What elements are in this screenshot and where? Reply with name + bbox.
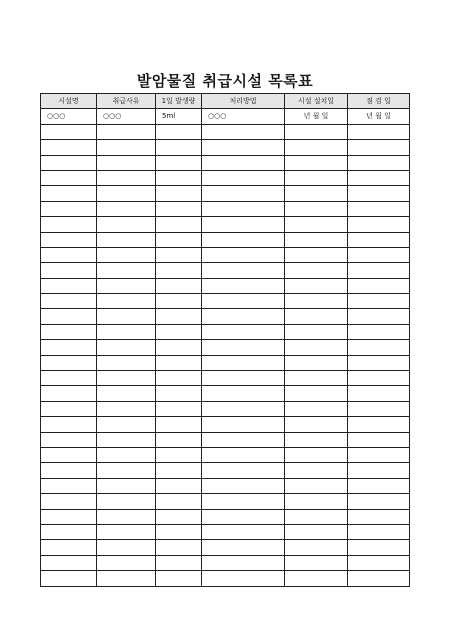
cell-inspection-date	[348, 263, 410, 278]
table-row	[41, 155, 410, 170]
table-row	[41, 571, 410, 586]
cell-facility-name: ○○○	[41, 109, 97, 124]
cell-install-date	[285, 494, 348, 509]
cell-treatment-method	[202, 524, 285, 539]
cell-handling-reason	[97, 217, 156, 232]
cell-facility-name	[41, 247, 97, 262]
cell-facility-name	[41, 263, 97, 278]
table-row	[41, 217, 410, 232]
table-row	[41, 524, 410, 539]
cell-facility-name	[41, 294, 97, 309]
cell-inspection-date	[348, 555, 410, 570]
table-row	[41, 232, 410, 247]
cell-handling-reason: ○○○	[97, 109, 156, 124]
cell-treatment-method	[202, 186, 285, 201]
column-header-inspection-date: 점 검 일	[348, 94, 410, 109]
cell-install-date	[285, 555, 348, 570]
cell-install-date	[285, 186, 348, 201]
cell-handling-reason	[97, 278, 156, 293]
cell-facility-name	[41, 186, 97, 201]
cell-install-date	[285, 294, 348, 309]
cell-daily-amount	[156, 401, 202, 416]
cell-daily-amount	[156, 524, 202, 539]
cell-facility-name	[41, 324, 97, 339]
cell-handling-reason	[97, 509, 156, 524]
cell-facility-name	[41, 278, 97, 293]
table-row	[41, 555, 410, 570]
cell-treatment-method	[202, 340, 285, 355]
table-header-row	[41, 94, 410, 109]
table-row	[41, 278, 410, 293]
cell-install-date	[285, 571, 348, 586]
cell-handling-reason	[97, 124, 156, 139]
cell-handling-reason	[97, 447, 156, 462]
cell-install-date	[285, 509, 348, 524]
cell-treatment-method	[202, 571, 285, 586]
cell-handling-reason	[97, 340, 156, 355]
cell-install-date	[285, 371, 348, 386]
cell-facility-name	[41, 463, 97, 478]
cell-treatment-method	[202, 494, 285, 509]
table-row	[41, 417, 410, 432]
cell-inspection-date	[348, 155, 410, 170]
table-row	[41, 386, 410, 401]
cell-inspection-date	[348, 401, 410, 416]
cell-inspection-date	[348, 247, 410, 262]
cell-inspection-date	[348, 571, 410, 586]
column-header-facility-name: 시설명	[41, 94, 97, 109]
cell-inspection-date	[348, 371, 410, 386]
cell-handling-reason	[97, 170, 156, 185]
table-body	[41, 109, 410, 586]
table-row	[41, 324, 410, 339]
cell-handling-reason	[97, 309, 156, 324]
cell-daily-amount	[156, 340, 202, 355]
cell-handling-reason	[97, 324, 156, 339]
cell-install-date	[285, 232, 348, 247]
cell-daily-amount	[156, 309, 202, 324]
cell-facility-name	[41, 140, 97, 155]
cell-install-date	[285, 217, 348, 232]
cell-daily-amount	[156, 386, 202, 401]
cell-inspection-date	[348, 386, 410, 401]
cell-handling-reason	[97, 232, 156, 247]
cell-install-date	[285, 247, 348, 262]
cell-facility-name	[41, 447, 97, 462]
table-row	[41, 309, 410, 324]
cell-facility-name	[41, 371, 97, 386]
cell-install-date	[285, 324, 348, 339]
cell-facility-name	[41, 124, 97, 139]
cell-facility-name	[41, 478, 97, 493]
cell-facility-name	[41, 494, 97, 509]
cell-handling-reason	[97, 155, 156, 170]
cell-treatment-method	[202, 278, 285, 293]
cell-inspection-date	[348, 124, 410, 139]
cell-install-date	[285, 401, 348, 416]
cell-inspection-date	[348, 432, 410, 447]
cell-daily-amount	[156, 201, 202, 216]
cell-handling-reason	[97, 463, 156, 478]
cell-treatment-method	[202, 478, 285, 493]
facility-list-table	[40, 93, 410, 587]
cell-daily-amount	[156, 494, 202, 509]
cell-facility-name	[41, 509, 97, 524]
cell-handling-reason	[97, 571, 156, 586]
table-row	[41, 170, 410, 185]
cell-treatment-method	[202, 309, 285, 324]
cell-inspection-date	[348, 447, 410, 462]
cell-daily-amount	[156, 140, 202, 155]
cell-facility-name	[41, 401, 97, 416]
cell-inspection-date	[348, 140, 410, 155]
cell-handling-reason	[97, 247, 156, 262]
cell-daily-amount	[156, 417, 202, 432]
cell-facility-name	[41, 201, 97, 216]
cell-inspection-date	[348, 340, 410, 355]
cell-treatment-method	[202, 417, 285, 432]
cell-handling-reason	[97, 186, 156, 201]
cell-treatment-method	[202, 217, 285, 232]
cell-inspection-date	[348, 524, 410, 539]
cell-treatment-method	[202, 155, 285, 170]
cell-inspection-date	[348, 186, 410, 201]
cell-treatment-method	[202, 386, 285, 401]
cell-inspection-date	[348, 201, 410, 216]
cell-daily-amount	[156, 232, 202, 247]
cell-install-date	[285, 201, 348, 216]
cell-facility-name	[41, 155, 97, 170]
cell-treatment-method	[202, 540, 285, 555]
cell-install-date	[285, 278, 348, 293]
cell-inspection-date	[348, 217, 410, 232]
cell-treatment-method	[202, 447, 285, 462]
cell-treatment-method	[202, 355, 285, 370]
cell-treatment-method	[202, 555, 285, 570]
cell-inspection-date: 년 월 일	[348, 109, 410, 124]
cell-treatment-method	[202, 371, 285, 386]
cell-inspection-date	[348, 324, 410, 339]
cell-handling-reason	[97, 417, 156, 432]
cell-inspection-date	[348, 232, 410, 247]
cell-handling-reason	[97, 201, 156, 216]
cell-treatment-method	[202, 463, 285, 478]
cell-daily-amount	[156, 555, 202, 570]
cell-inspection-date	[348, 355, 410, 370]
table-row	[41, 463, 410, 478]
cell-handling-reason	[97, 478, 156, 493]
table-row	[41, 447, 410, 462]
cell-treatment-method	[202, 247, 285, 262]
cell-facility-name	[41, 555, 97, 570]
column-header-treatment-method: 처리방법	[202, 94, 285, 109]
table-row	[41, 478, 410, 493]
cell-handling-reason	[97, 140, 156, 155]
cell-treatment-method	[202, 324, 285, 339]
cell-daily-amount	[156, 571, 202, 586]
cell-install-date	[285, 417, 348, 432]
cell-install-date	[285, 263, 348, 278]
table-row	[41, 201, 410, 216]
cell-facility-name	[41, 170, 97, 185]
cell-install-date	[285, 124, 348, 139]
cell-treatment-method	[202, 263, 285, 278]
cell-inspection-date	[348, 294, 410, 309]
table-row	[41, 355, 410, 370]
cell-install-date	[285, 463, 348, 478]
cell-daily-amount	[156, 186, 202, 201]
cell-treatment-method	[202, 201, 285, 216]
cell-inspection-date	[348, 540, 410, 555]
cell-inspection-date	[348, 494, 410, 509]
table-row	[41, 109, 410, 124]
cell-daily-amount	[156, 355, 202, 370]
cell-install-date	[285, 386, 348, 401]
table-row	[41, 263, 410, 278]
cell-inspection-date	[348, 478, 410, 493]
cell-install-date	[285, 355, 348, 370]
column-header-daily-amount: 1일 발생량	[156, 94, 202, 109]
cell-inspection-date	[348, 278, 410, 293]
cell-daily-amount	[156, 217, 202, 232]
document-title: 발암물질 취급시설 목록표	[136, 72, 314, 90]
cell-handling-reason	[97, 355, 156, 370]
cell-treatment-method	[202, 401, 285, 416]
cell-inspection-date	[348, 309, 410, 324]
cell-treatment-method: ○○○	[202, 109, 285, 124]
cell-facility-name	[41, 340, 97, 355]
cell-treatment-method	[202, 294, 285, 309]
cell-daily-amount	[156, 247, 202, 262]
cell-facility-name	[41, 417, 97, 432]
cell-handling-reason	[97, 401, 156, 416]
table-row	[41, 432, 410, 447]
table-row	[41, 494, 410, 509]
cell-treatment-method	[202, 124, 285, 139]
cell-install-date	[285, 478, 348, 493]
table-row	[41, 124, 410, 139]
cell-install-date	[285, 340, 348, 355]
cell-install-date	[285, 447, 348, 462]
cell-handling-reason	[97, 294, 156, 309]
cell-treatment-method	[202, 509, 285, 524]
cell-facility-name	[41, 232, 97, 247]
cell-install-date	[285, 309, 348, 324]
table-row	[41, 340, 410, 355]
cell-install-date	[285, 524, 348, 539]
cell-install-date	[285, 170, 348, 185]
cell-daily-amount: 5ml	[156, 109, 202, 124]
cell-handling-reason	[97, 494, 156, 509]
table-row	[41, 371, 410, 386]
table-row	[41, 540, 410, 555]
table-row	[41, 140, 410, 155]
cell-handling-reason	[97, 432, 156, 447]
cell-facility-name	[41, 309, 97, 324]
cell-treatment-method	[202, 232, 285, 247]
table-row	[41, 401, 410, 416]
cell-install-date	[285, 140, 348, 155]
cell-install-date	[285, 432, 348, 447]
cell-handling-reason	[97, 263, 156, 278]
cell-inspection-date	[348, 417, 410, 432]
cell-facility-name	[41, 540, 97, 555]
column-header-handling-reason: 취급사유	[97, 94, 156, 109]
cell-daily-amount	[156, 463, 202, 478]
cell-daily-amount	[156, 324, 202, 339]
cell-daily-amount	[156, 540, 202, 555]
cell-facility-name	[41, 571, 97, 586]
cell-daily-amount	[156, 509, 202, 524]
cell-daily-amount	[156, 447, 202, 462]
cell-daily-amount	[156, 170, 202, 185]
cell-daily-amount	[156, 263, 202, 278]
column-header-install-date: 시설 설치일	[285, 94, 348, 109]
cell-handling-reason	[97, 371, 156, 386]
cell-daily-amount	[156, 432, 202, 447]
cell-daily-amount	[156, 294, 202, 309]
cell-handling-reason	[97, 524, 156, 539]
cell-daily-amount	[156, 478, 202, 493]
cell-install-date	[285, 155, 348, 170]
cell-inspection-date	[348, 170, 410, 185]
cell-install-date: 년 월 일	[285, 109, 348, 124]
table-row	[41, 294, 410, 309]
cell-handling-reason	[97, 386, 156, 401]
cell-daily-amount	[156, 124, 202, 139]
cell-facility-name	[41, 386, 97, 401]
table-row	[41, 247, 410, 262]
cell-treatment-method	[202, 432, 285, 447]
cell-daily-amount	[156, 371, 202, 386]
cell-facility-name	[41, 355, 97, 370]
cell-install-date	[285, 540, 348, 555]
cell-handling-reason	[97, 555, 156, 570]
table-row	[41, 186, 410, 201]
cell-daily-amount	[156, 155, 202, 170]
cell-facility-name	[41, 432, 97, 447]
cell-facility-name	[41, 524, 97, 539]
cell-treatment-method	[202, 140, 285, 155]
cell-handling-reason	[97, 540, 156, 555]
cell-daily-amount	[156, 278, 202, 293]
cell-inspection-date	[348, 509, 410, 524]
cell-facility-name	[41, 217, 97, 232]
table-row	[41, 509, 410, 524]
cell-inspection-date	[348, 463, 410, 478]
cell-treatment-method	[202, 170, 285, 185]
